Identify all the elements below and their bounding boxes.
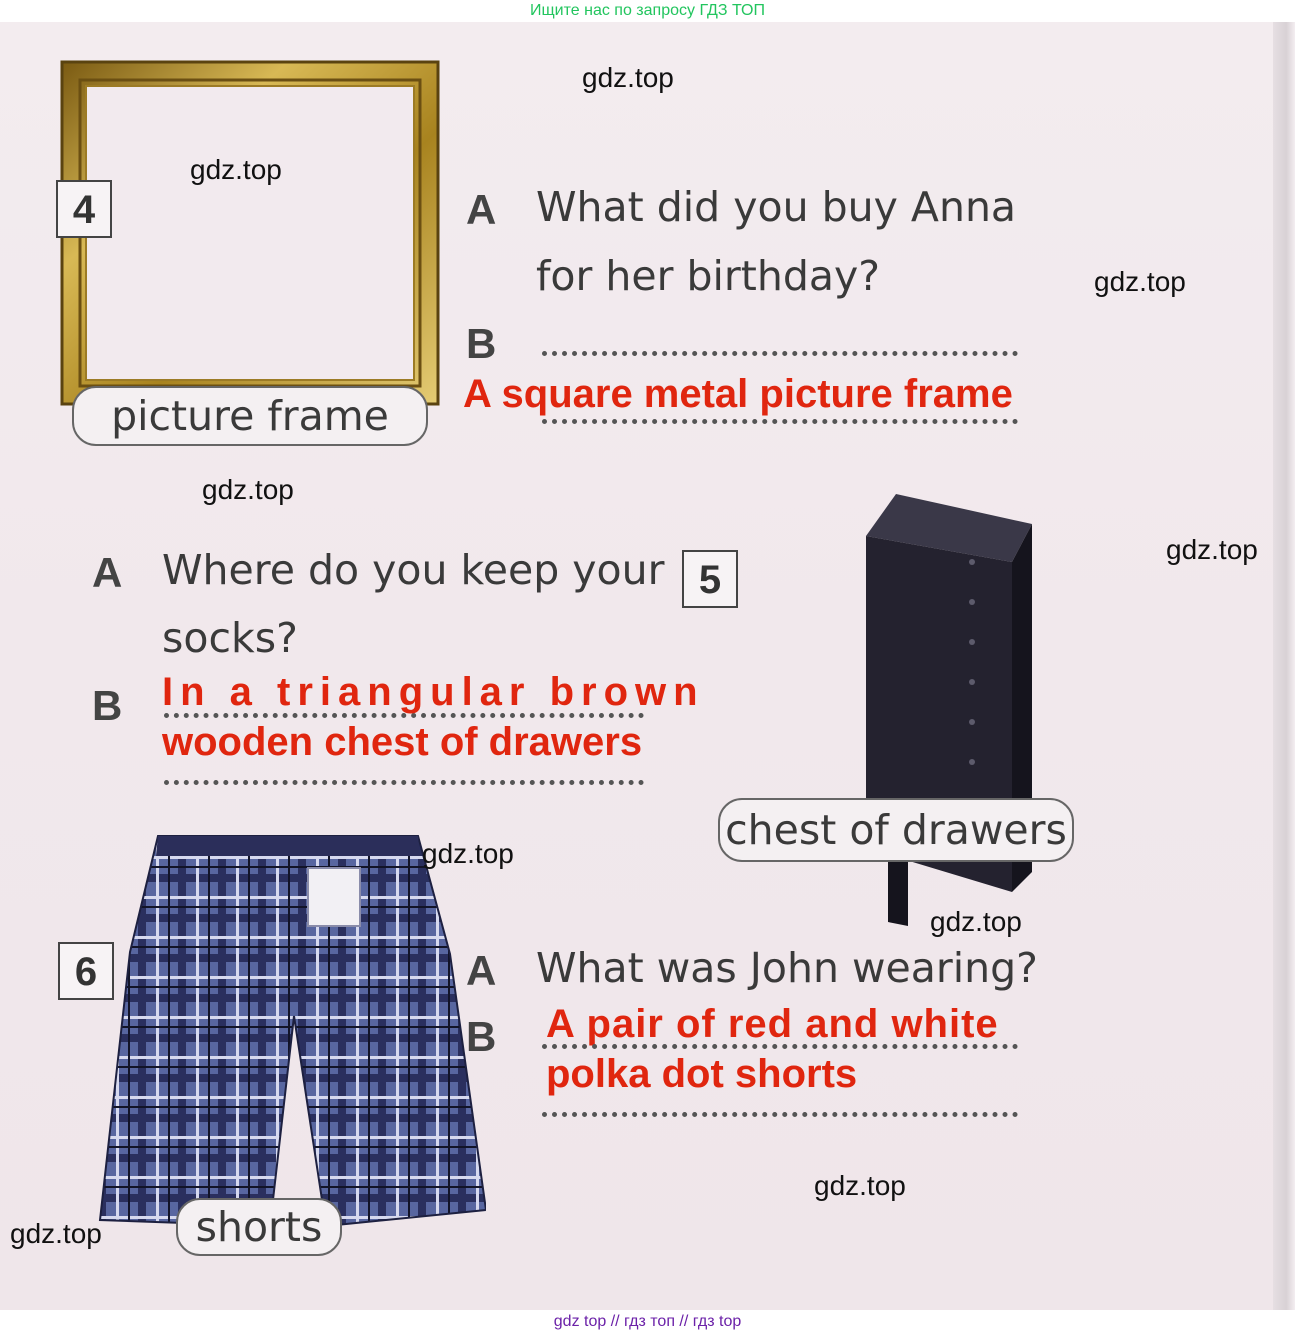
item-4-answer-line-2: [542, 419, 1018, 424]
item-6-question-line-1: What was John wearing?: [536, 944, 1038, 992]
item-4-answer-line-1: [542, 351, 1018, 356]
item-5-answer-line-2: [164, 780, 644, 785]
watermark: gdz.top: [190, 154, 282, 185]
item-5-question-line-2: socks?: [162, 614, 298, 662]
item-5-number-box: 5: [682, 550, 738, 608]
item-6-answer-text-line-2: polka dot shorts: [546, 1052, 858, 1096]
watermark: gdz.top: [582, 62, 674, 93]
picture-frame-image: [58, 58, 444, 410]
item-4-b-letter: B: [466, 320, 497, 367]
item-6-b-letter: B: [466, 1013, 497, 1060]
item-6-number-box: 6: [58, 942, 114, 1000]
shorts-image: [98, 834, 486, 1240]
watermark: gdz.top: [930, 906, 1022, 937]
item-5-b-letter: B: [92, 682, 123, 729]
textbook-page: [0, 22, 1295, 1310]
watermark: gdz.top: [10, 1218, 102, 1249]
watermark: gdz.top: [422, 838, 514, 869]
item-4-number-box: 4: [56, 180, 112, 238]
picture-frame-label: picture frame: [72, 386, 428, 446]
watermark: gdz.top: [1094, 266, 1186, 297]
watermark: gdz.top: [1166, 534, 1258, 565]
item-6-a-letter: A: [466, 947, 497, 994]
item-6-answer-text-line-1: A pair of red and white: [546, 1002, 999, 1046]
item-5-answer-text-line-2: wooden chest of drawers: [162, 720, 643, 764]
item-4-a-letter: A: [466, 186, 497, 233]
watermark: gdz.top: [202, 474, 294, 505]
item-4-question-line-1: What did you buy Anna: [536, 183, 1017, 231]
page-edge: [1273, 22, 1295, 1310]
chest-of-drawers-label: chest of drawers: [718, 798, 1074, 862]
item-5-question-line-1: Where do you keep your: [162, 546, 665, 594]
item-6-answer-line-2: [542, 1112, 1018, 1117]
item-4-answer-text: A square metal picture frame: [463, 372, 1013, 416]
bottom-link-banner[interactable]: gdz top // гдз топ // гдз top: [553, 1313, 742, 1330]
item-5-a-letter: A: [92, 549, 123, 596]
item-4-question-line-2: for her birthday?: [536, 252, 881, 300]
shorts-label: shorts: [176, 1198, 342, 1256]
chest-of-drawers-image: [852, 492, 1034, 928]
top-search-banner[interactable]: Ищите нас по запросу ГДЗ ТОП: [530, 2, 765, 19]
item-6-answer-line-1: [542, 1044, 1018, 1049]
watermark: gdz.top: [814, 1170, 906, 1201]
item-5-answer-text-line-1: In a triangular brown: [162, 670, 705, 714]
